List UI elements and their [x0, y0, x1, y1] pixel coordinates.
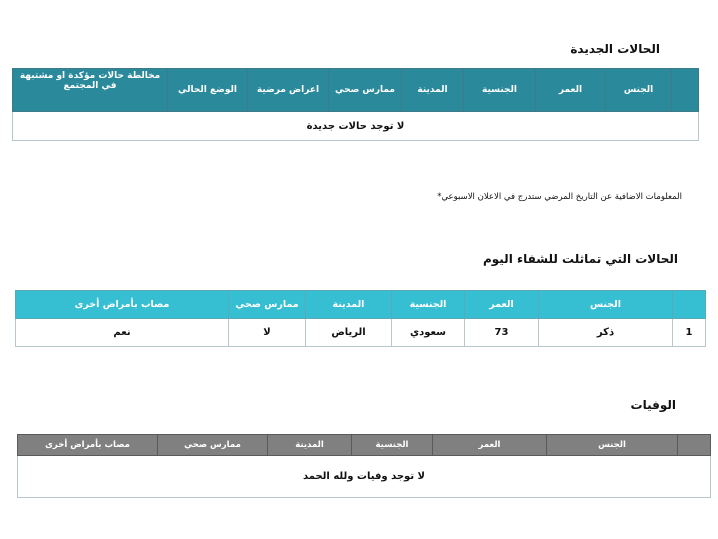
table-row [18, 456, 711, 498]
header-health-practitioner: ممارس صحي [158, 435, 268, 456]
cell-city: الرياض [306, 319, 392, 347]
new-cases-title: الحالات الجديدة [570, 42, 660, 56]
new-cases-header-row [13, 69, 699, 112]
cell-age: 73 [465, 319, 539, 347]
table-row [16, 319, 706, 347]
header-city: المدينة [402, 69, 464, 112]
recovered-header-row [16, 291, 706, 319]
header-other-diseases: مصاب بأمراض أخرى [16, 291, 229, 319]
header-city: المدينة [306, 291, 392, 319]
header-age: العمر [465, 291, 539, 319]
table-row [13, 112, 699, 141]
header-contact: مخالطة حالات مؤكدة او مشتبهة في المجتمع [13, 69, 168, 112]
deaths-table [17, 434, 711, 498]
header-symptoms: اعراض مرضية [248, 69, 329, 112]
new-cases-table [12, 68, 699, 141]
deaths-empty-message: لا توجد وفيات ولله الحمد [18, 456, 711, 498]
header-health-practitioner: ممارس صحي [229, 291, 306, 319]
cell-nationality: سعودي [392, 319, 465, 347]
recovered-table [15, 290, 706, 347]
header-gender: الجنس [606, 69, 672, 112]
additional-info-note: المعلومات الاضافية عن التاريخ المرضي ستدرج في الاعلان الاسبوعي* [437, 192, 682, 202]
cell-gender: ذكر [539, 319, 673, 347]
header-nationality: الجنسية [464, 69, 536, 112]
header-age: العمر [536, 69, 606, 112]
header-current-status: الوضع الحالي [168, 69, 248, 112]
cell-other-diseases: نعم [16, 319, 229, 347]
header-index [672, 69, 699, 112]
header-nationality: الجنسية [352, 435, 433, 456]
header-health-practitioner: ممارس صحي [329, 69, 402, 112]
new-cases-empty-message: لا توجد حالات جديدة [13, 112, 699, 141]
cell-health-practitioner: لا [229, 319, 306, 347]
header-other-diseases: مصاب بأمراض أخرى [18, 435, 158, 456]
cell-index: 1 [673, 319, 706, 347]
header-index [673, 291, 706, 319]
header-nationality: الجنسية [392, 291, 465, 319]
header-city: المدينة [268, 435, 352, 456]
recovered-title: الحالات التي تماثلت للشفاء اليوم [482, 252, 678, 266]
header-age: العمر [433, 435, 547, 456]
header-index [678, 435, 711, 456]
deaths-title: الوفيات [630, 398, 676, 412]
header-gender: الجنس [547, 435, 678, 456]
header-gender: الجنس [539, 291, 673, 319]
deaths-header-row [18, 435, 711, 456]
